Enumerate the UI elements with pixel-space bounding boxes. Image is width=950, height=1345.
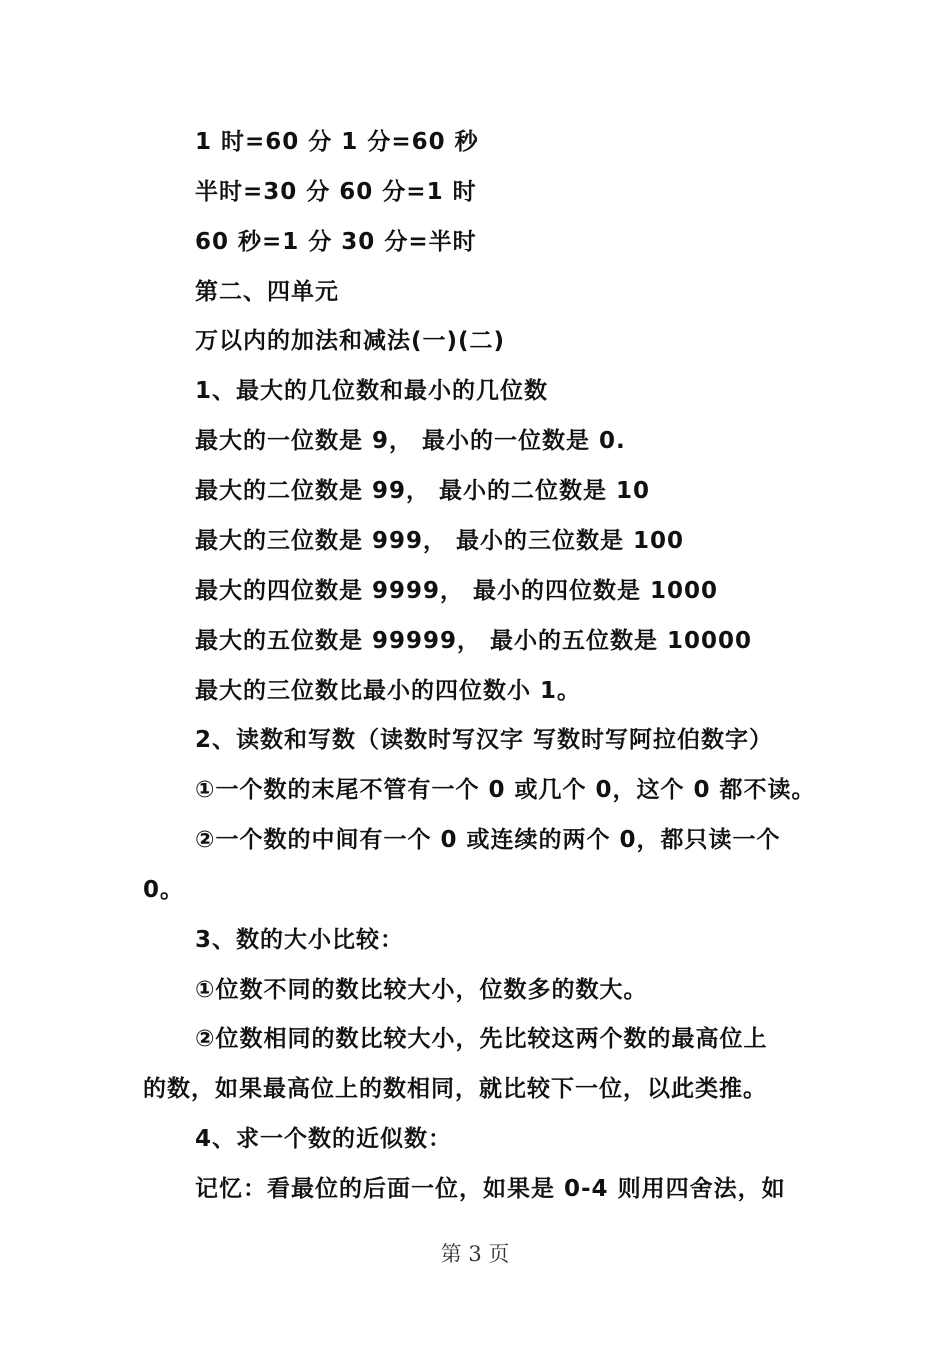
text-line-14: ①一个数的末尾不管有一个 0 或几个 0，这个 0 都不读。 [195, 777, 816, 803]
text-line-18: ①位数不同的数比较大小，位数多的数大。 [195, 977, 648, 1003]
text-line-2: 半时=30 分 60 分=1 时 [195, 179, 477, 205]
text-line-16: 0。 [143, 877, 185, 903]
topic-heading-4: 4、求一个数的近似数： [195, 1126, 453, 1152]
text-line-8: 最大的二位数是 99， 最小的二位数是 10 [195, 478, 651, 504]
text-line-10: 最大的四位数是 9999， 最小的四位数是 1000 [195, 578, 719, 604]
text-line-19: ②位数相同的数比较大小，先比较这两个数的最高位上 [195, 1026, 768, 1052]
text-line-11: 最大的五位数是 99999， 最小的五位数是 10000 [195, 628, 753, 654]
topic-heading-2: 2、读数和写数（读数时写汉字 写数时写阿拉伯数字） [195, 727, 774, 753]
section-heading: 第二、四单元 [195, 279, 339, 305]
text-line-1: 1 时=60 分 1 分=60 秒 [195, 129, 479, 155]
text-line-3: 60 秒=1 分 30 分=半时 [195, 229, 477, 255]
text-line-20: 的数，如果最高位上的数相同，就比较下一位，以此类推。 [143, 1076, 767, 1102]
text-line-9: 最大的三位数是 999， 最小的三位数是 100 [195, 528, 685, 554]
text-line-15: ②一个数的中间有一个 0 或连续的两个 0，都只读一个 [195, 827, 781, 853]
topic-heading-1: 1、最大的几位数和最小的几位数 [195, 378, 549, 404]
text-line-12: 最大的三位数比最小的四位数小 1。 [195, 678, 582, 704]
topic-heading-3: 3、数的大小比较： [195, 927, 405, 953]
section-subheading: 万以内的加法和减法(一)(二) [195, 328, 506, 354]
text-line-7: 最大的一位数是 9， 最小的一位数是 0. [195, 428, 626, 454]
page-number: 第 3 页 [440, 1242, 510, 1266]
text-line-22: 记忆：看最位的后面一位，如果是 0-4 则用四舍法，如 [195, 1176, 786, 1202]
